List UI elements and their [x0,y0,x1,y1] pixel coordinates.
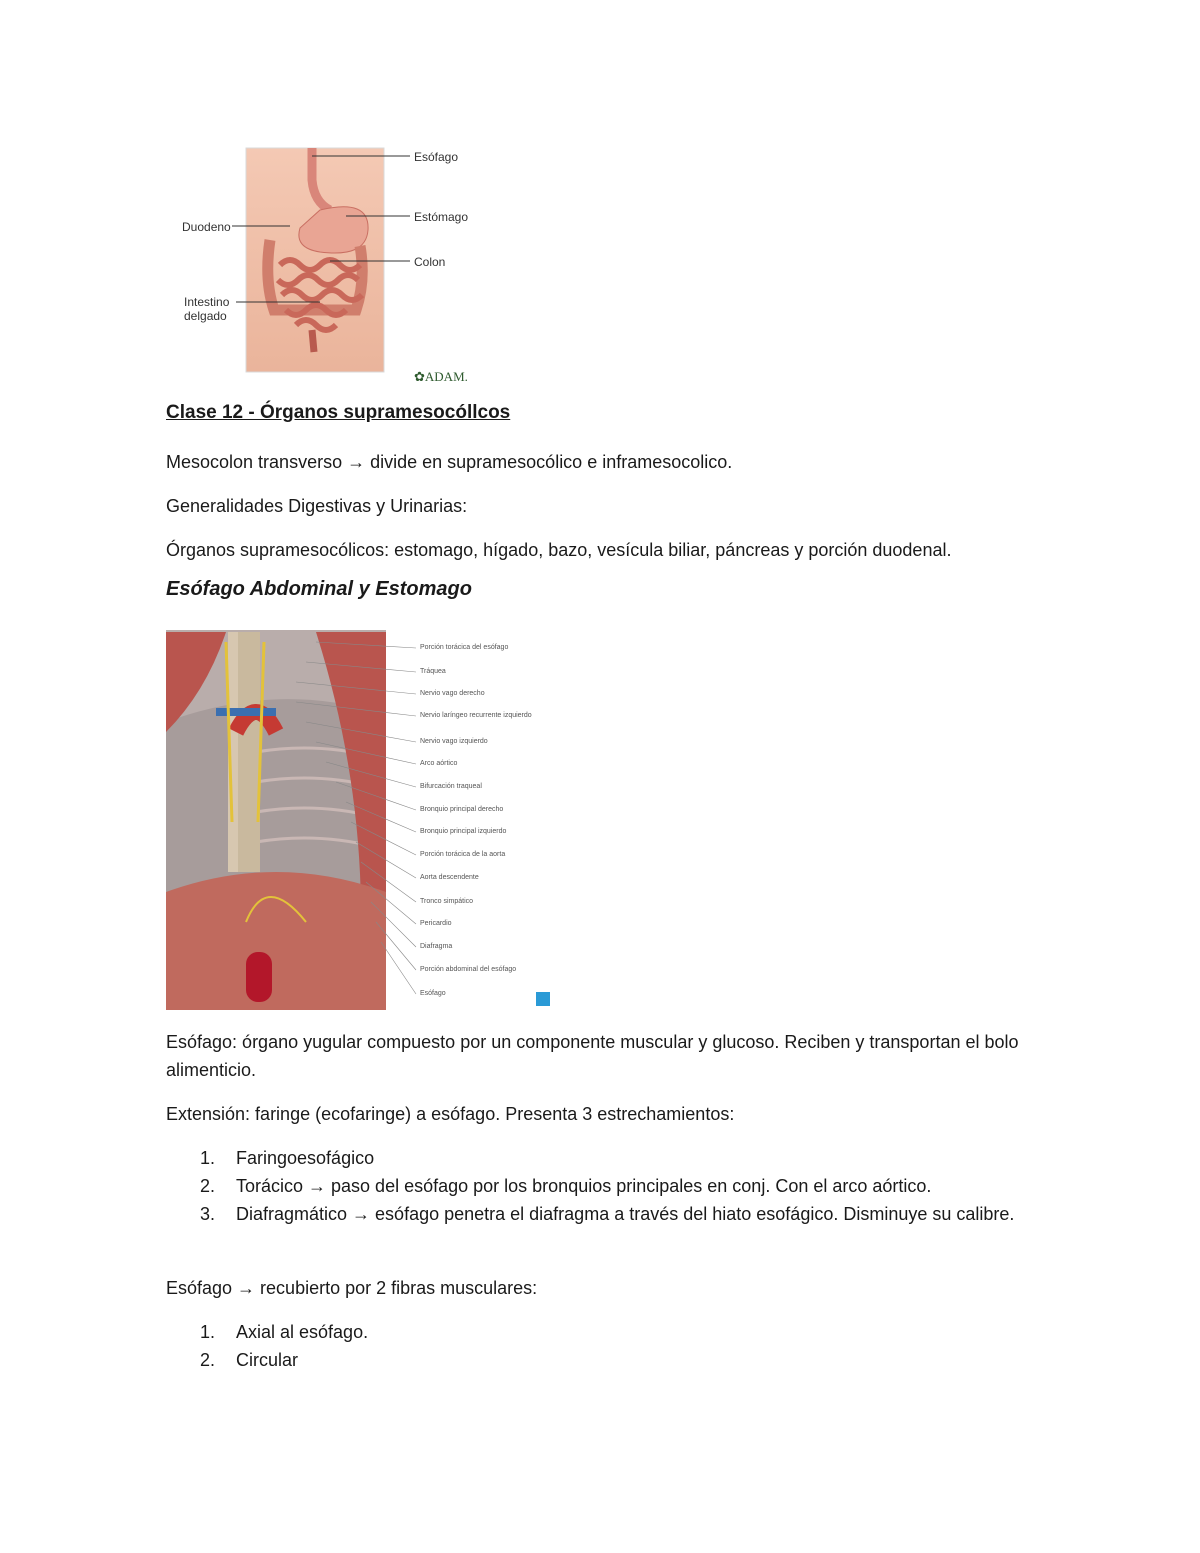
label-bronquio-izquierdo: Bronquio principal izquierdo [420,828,507,835]
label-arco-aortico: Arco aórtico [420,760,458,767]
label-diafragma: Diafragma [420,943,453,950]
paragraph-fibras: Esófago → recubierto por 2 fibras musculares: [166,1278,538,1298]
esophagus-illustration [166,622,556,1012]
label-aorta-descendente: Aorta descendente [420,874,479,881]
label-colon: Colon [414,255,446,269]
estrechamientos-list [166,1144,1046,1228]
label-pericardio: Pericardio [420,920,452,927]
abdominal-organs-figure [170,140,490,390]
label-nervio-laringeo: Nervio laríngeo recurrente izquierdo [420,712,532,719]
paragraph-esofago-def: Esófago: órgano yugular compuesto por un componente muscular y glucoso. Reciben y transportan el bolo alimenticio. [166,1032,1019,1080]
paragraph-mesocolon: Mesocolon transverso → divide en supramesocólico e inframesocolico. [166,452,733,472]
label-nervio-vago-izquierdo: Nervio vago izquierdo [420,738,488,745]
page-title: Clase 12 - Órganos supramesocóllcos [166,402,511,423]
esophagus-figure [166,622,556,1012]
section-heading: Esófago Abdominal y Estomago [166,578,472,600]
label-porcion-toracica: Porción torácica del esófago [420,644,509,651]
list-item: 3. Diafragmático → esófago penetra el diafragma a través del hiato esofágico. Disminuye su calibre. [200,1204,1015,1224]
fibras-list [166,1318,1046,1374]
leaf-icon: ✿ [414,369,425,384]
label-nervio-vago-derecho: Nervio vago derecho [420,690,485,697]
label-esofago: Esófago [420,990,446,997]
label-esofago: Esófago [414,150,459,164]
adam-logo: ✿ADAM. [414,369,468,384]
list-item: 1. Faringoesofágico [200,1148,375,1168]
list-item: 2. Circular [200,1350,299,1370]
label-tronco-simpatico: Tronco simpático [420,898,474,905]
label-bifurcacion: Bifurcación traqueal [420,783,482,790]
label-bronquio-derecho: Bronquio principal derecho [420,806,504,813]
label-porcion-abdominal: Porción abdominal del esófago [420,966,517,973]
list-item: 2. Torácico → paso del esófago por los bronquios principales en conj. Con el arco aórtico. [200,1176,932,1196]
label-estomago: Estómago [414,210,469,224]
paragraph-extension: Extensión: faringe (ecofaringe) a esófago. Presenta 3 estrechamientos: [166,1104,735,1124]
paragraph-organos: Órganos supramesocólicos: estomago, hígado, bazo, vesícula biliar, páncreas y porción duodenal. [166,540,952,560]
label-traquea: Tráquea [420,668,446,675]
label-duodeno: Duodeno [182,220,231,234]
paragraph-generalidades: Generalidades Digestivas y Urinarias: [166,496,468,516]
label-aorta-toracica: Porción torácica de la aorta [420,851,506,858]
label-intestino-delgado: Intestino delgado [184,295,230,323]
list-item: 1. Axial al esófago. [200,1322,369,1342]
